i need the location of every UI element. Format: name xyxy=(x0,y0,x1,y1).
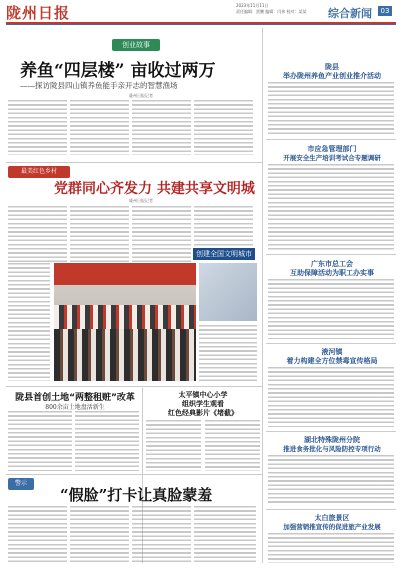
masthead-rule-2 xyxy=(6,24,396,25)
right-headline-1-pre: 陇县 xyxy=(325,63,339,71)
divider-h-2 xyxy=(6,386,263,387)
right-headline-5-pre: 湖北特殊陇州分院 xyxy=(304,436,360,444)
article-text-fish-farm-col2 xyxy=(70,100,129,155)
article-text-city-col3 xyxy=(132,206,191,262)
article-text-city-col1 xyxy=(8,206,67,262)
article-text-city-col4 xyxy=(194,206,253,246)
masthead-date: 2023年11月11日 xyxy=(236,3,269,8)
article-text-face-col3 xyxy=(132,506,191,562)
column-divider xyxy=(262,28,263,563)
headline-school: 太平镇中心小学 xyxy=(178,391,228,399)
divider-h-3 xyxy=(6,474,263,475)
right-divider-2 xyxy=(266,254,396,255)
right-text-6 xyxy=(268,533,394,563)
right-text-2 xyxy=(268,164,394,250)
photo-banner xyxy=(54,263,196,285)
subheadline-fish-farm: ——探访陇县四山镇养鱼能手亲开志的智慧渔场 xyxy=(20,81,178,90)
article-text-city-side xyxy=(8,263,50,381)
byline-fish-farm: 陇州日报记者 xyxy=(129,93,153,98)
article-text-fish-farm-col1 xyxy=(8,100,67,155)
photo-crowd-front xyxy=(54,329,196,381)
right-headline-5: 推进食务批化与风险防控专项行动 xyxy=(283,445,381,453)
section-tag-warning: 警示 xyxy=(8,478,34,490)
article-text-face-col1 xyxy=(8,506,67,562)
article-text-face-col2 xyxy=(70,506,129,562)
page-number: 03 xyxy=(378,6,392,16)
article-text-city-side2 xyxy=(199,325,257,381)
right-text-1 xyxy=(268,82,394,134)
divider-h-1 xyxy=(6,162,263,163)
right-text-3 xyxy=(268,279,394,339)
photo-crowd-back xyxy=(54,305,196,329)
section-name: 综合新闻 xyxy=(328,7,372,20)
side-photo xyxy=(199,263,257,321)
right-headline-4-pre: 液河镇 xyxy=(321,348,343,356)
subheadline-school-a: 组织学生观看 xyxy=(182,400,224,408)
article-text-face-col4 xyxy=(194,506,256,562)
article-text-fish-farm-col3 xyxy=(132,100,191,155)
right-headline-4: 着力构建全方位禁毒宣传格局 xyxy=(286,357,378,365)
masthead-editors: 责任编辑：贾鹏 编辑：闫伟 校对：某某 xyxy=(236,9,307,14)
headline-civilized-city: 党群同心齐发力 共建共享文明城 xyxy=(54,181,255,197)
headline-land-reform: 陇县首创土地“两整租赃”改革 xyxy=(15,393,135,403)
byline-civilized-city: 陇州日报记者 xyxy=(129,198,153,203)
article-text-school-col2 xyxy=(205,420,260,471)
right-headline-2-pre: 市应急管理部门 xyxy=(307,145,357,153)
masthead-meta xyxy=(236,3,316,15)
right-headline-1: 举办陇州养鱼产业创业推介活动 xyxy=(283,72,381,80)
photo-caption-civilized-city: 创建全国文明城市 xyxy=(193,248,255,260)
headline-fake-face: “假脸”打卡让真脸蒙羞 xyxy=(60,486,213,504)
right-headline-6: 加强营销推宣传的促进旅产业发展 xyxy=(283,523,381,531)
right-headline-6-pre: 太白旅景区 xyxy=(314,514,350,522)
right-headline-3: 互助保障活动为职工办实事 xyxy=(290,269,374,277)
right-divider-3 xyxy=(266,343,396,344)
section-tag-startup: 创业故事 xyxy=(112,39,160,51)
article-text-land-col2 xyxy=(75,411,139,471)
headline-fish-farm: 养鱼“四层楼” 亩收过两万 xyxy=(20,61,216,81)
subheadline-school-b: 红色经典影片《堵截》 xyxy=(168,409,238,417)
right-divider-4 xyxy=(266,431,396,432)
right-headline-2: 开展安全生产培训考试合专题调研 xyxy=(283,154,381,162)
article-text-fish-farm-col4 xyxy=(194,100,253,155)
section-tag-red-village: 最美红色乡村 xyxy=(8,166,70,178)
subheadline-land-reform: 800余亩土地盘活新生 xyxy=(45,404,105,411)
article-text-school-col1 xyxy=(146,420,201,471)
masthead-title: 陇州日报 xyxy=(6,4,71,22)
right-divider-5 xyxy=(266,509,396,510)
right-headline-3-pre: 广东市总工会 xyxy=(311,260,353,268)
right-text-5 xyxy=(268,455,394,505)
article-text-city-col2 xyxy=(70,206,129,262)
article-text-land-col1 xyxy=(8,411,72,471)
right-divider-1 xyxy=(266,139,396,140)
group-photo xyxy=(54,263,196,381)
right-text-4 xyxy=(268,367,394,427)
